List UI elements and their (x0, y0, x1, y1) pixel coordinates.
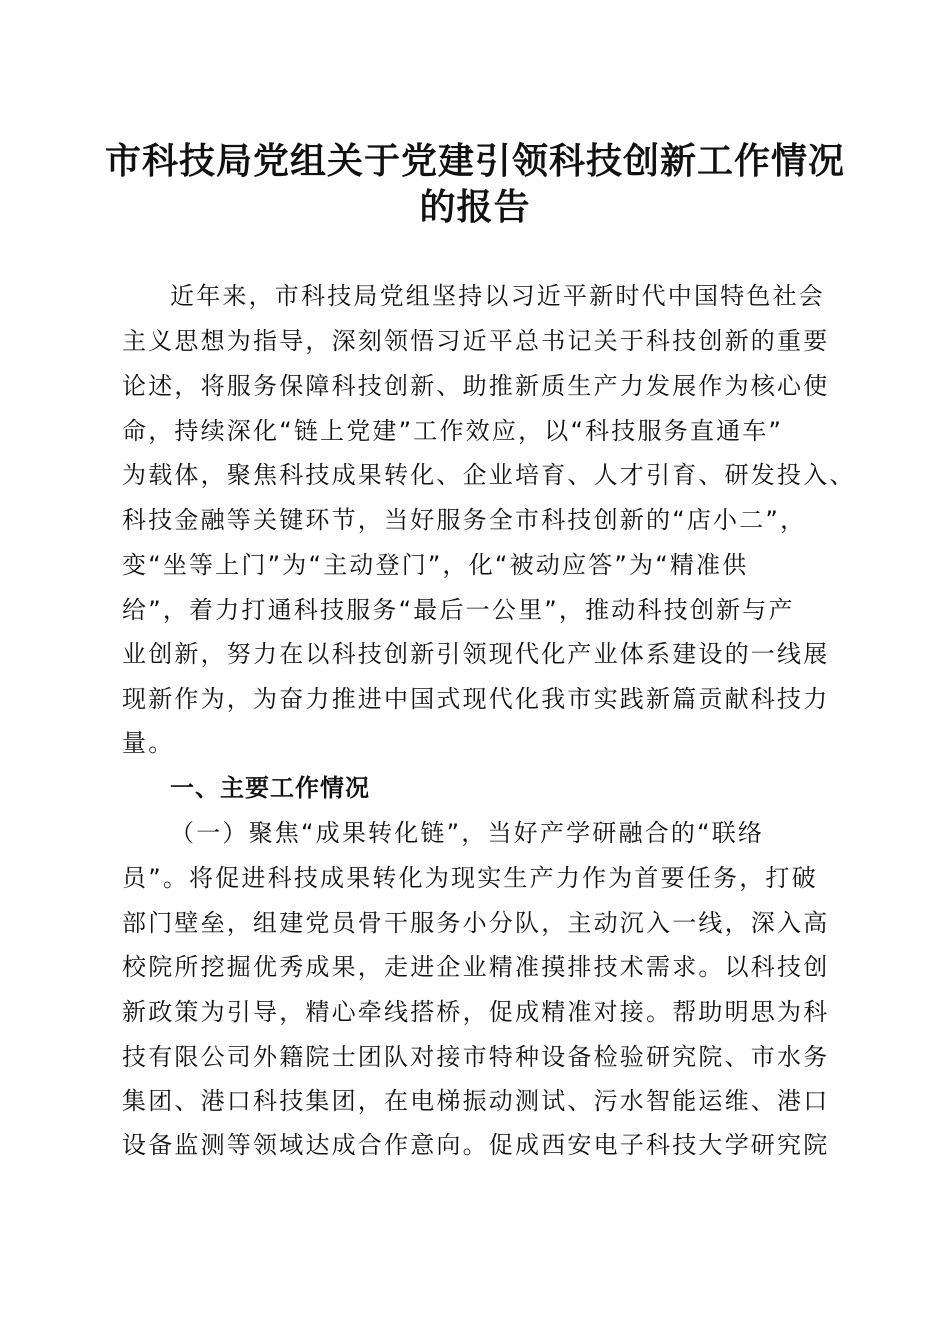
intro-line: 命，持续深化“链上党建”工作效应，以“科技服务直通车” (122, 417, 784, 445)
intro-line: 现新作为，为奋力推进中国式现代化我市实践新篇贡献科技力 (122, 685, 830, 713)
document-title-continued: 的报告 (419, 186, 531, 228)
section-line: （一）聚焦“成果转化链”，当好产学研融合的“联络 (170, 819, 765, 847)
section-heading: 一、主要工作情况 (170, 774, 370, 802)
intro-line: 量。 (122, 729, 175, 757)
section-line: 校院所挖掘优秀成果，走进企业精准摸排技术需求。以科技创 (122, 953, 830, 981)
section-line: 技有限公司外籍院士团队对接市特种设备检验研究院、市水务 (122, 1043, 830, 1071)
intro-line: 主义思想为指导，深刻领悟习近平总书记关于科技创新的重要 (122, 327, 830, 355)
intro-line: 论述，将服务保障科技创新、助推新质生产力发展作为核心使 (122, 372, 830, 400)
document-title: 市科技局党组关于党建引领科技创新工作情况 (104, 140, 845, 182)
intro-line: 给”，着力打通科技服务“最后一公里”，推动科技创新与产 (122, 596, 795, 624)
intro-line: 变“坐等上门”为“主动登门”，化“被动应答”为“精准供 (122, 551, 749, 579)
section-line: 部门壁垒，组建党员骨干服务小分队，主动沉入一线，深入高 (122, 909, 830, 937)
section-line: 设备监测等领域达成合作意向。促成西安电子科技大学研究院 (122, 1131, 830, 1159)
intro-line: 近年来，市科技局党组坚持以习近平新时代中国特色社会 (170, 282, 825, 310)
section-line: 集团、港口科技集团，在电梯振动测试、污水智能运维、港口 (122, 1087, 830, 1115)
section-line: 员”。将促进科技成果转化为现实生产力作为首要任务，打破 (122, 864, 818, 892)
intro-line: 业创新，努力在以科技创新引领现代化产业体系建设的一线展 (122, 640, 830, 668)
intro-line: 为载体，聚焦科技成果转化、企业培育、人才引育、研发投入、 (122, 461, 856, 489)
intro-line: 科技金融等关键环节，当好服务全市科技创新的“店小二”， (122, 506, 807, 534)
section-line: 新政策为引导，精心牵线搭桥，促成精准对接。帮助明思为科 (122, 998, 830, 1026)
